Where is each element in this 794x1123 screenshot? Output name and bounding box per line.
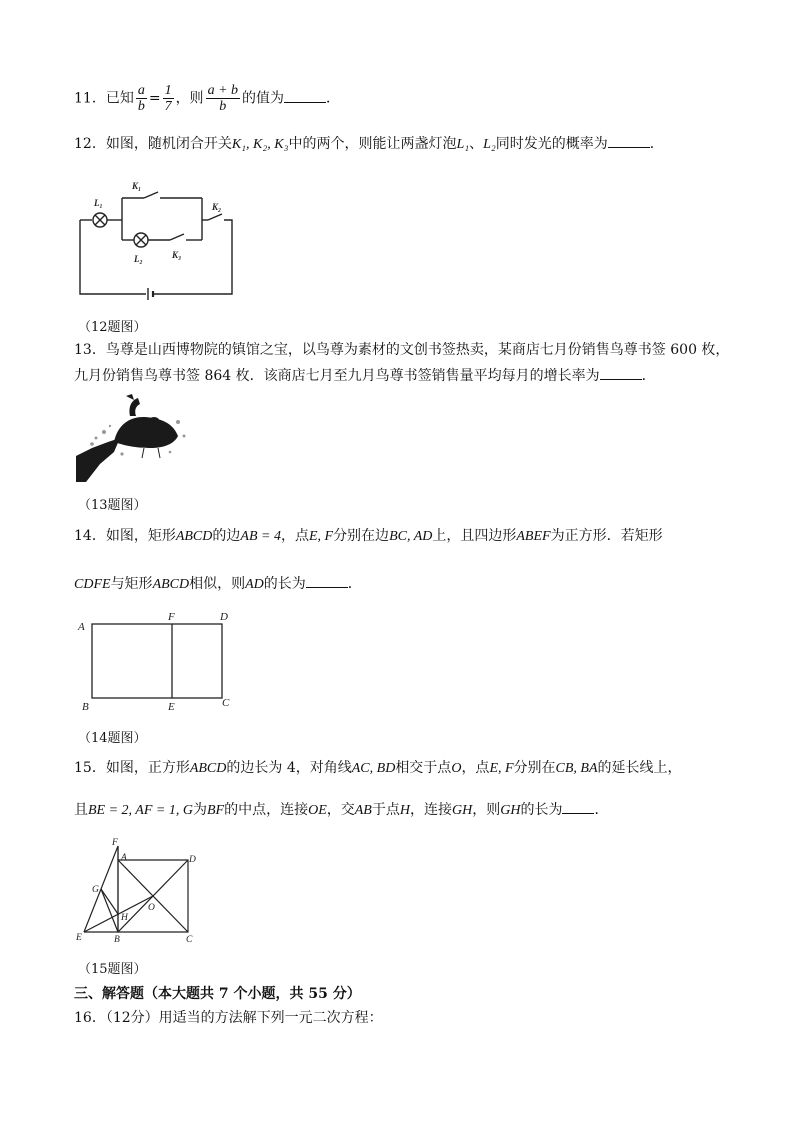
q15-text: 为 xyxy=(192,802,207,818)
frac-numerator: 1 xyxy=(164,83,172,98)
answer-blank[interactable] xyxy=(608,133,650,148)
q15-math: BE = 2, AF = 1, G xyxy=(88,803,193,818)
q15-math: CB, BA xyxy=(555,761,598,776)
q14-math: AD xyxy=(245,577,264,592)
q13-end: ． xyxy=(641,368,656,384)
label-h: H xyxy=(121,913,128,923)
q15-text: 分别在 xyxy=(513,760,556,776)
label-k1: K₁ xyxy=(132,181,142,191)
frac-denominator: b xyxy=(137,99,145,114)
q12-sep: 、 xyxy=(469,136,484,152)
answer-blank[interactable] xyxy=(306,573,348,588)
q14-text: 分别在边 xyxy=(333,528,390,544)
caption-15: （15题图） xyxy=(78,962,147,977)
q15-math: ABCD xyxy=(189,761,227,776)
q15-text: 的中点，连接 xyxy=(224,802,309,818)
q15-text: 的延长线上， xyxy=(597,760,682,776)
label-d: D xyxy=(220,611,228,623)
label-k2: K₂ xyxy=(212,202,222,212)
q15-math: BF xyxy=(206,803,225,818)
q14-math: ABCD xyxy=(175,529,213,544)
q14-text: 的边 xyxy=(212,528,241,544)
rectangle-abcd xyxy=(92,624,222,698)
q15-math: GH xyxy=(500,803,521,818)
q15-math: OE xyxy=(308,803,327,818)
answer-blank[interactable] xyxy=(600,365,642,380)
fraction-a-over-b xyxy=(136,83,147,114)
question-13-line2 xyxy=(74,365,656,386)
label-b: B xyxy=(114,935,120,945)
question-14-line2 xyxy=(74,573,362,595)
q14-math: BC, AD xyxy=(389,529,433,544)
q11-end: ． xyxy=(326,90,341,107)
label-f: F xyxy=(168,611,175,623)
q15-text: 于点 xyxy=(371,802,400,818)
q12-text: 中的两个，则能让两盏灯泡 xyxy=(288,136,457,152)
section-3-heading: 三、解答题（本大题共 7 个小题，共 55 分） xyxy=(74,986,361,1002)
label-c: C xyxy=(186,935,193,945)
switch-k1 xyxy=(144,192,158,198)
question-16: 16．（12分）用适当的方法解下列一元二次方程： xyxy=(74,1010,383,1026)
q14-text: 与矩形 xyxy=(110,576,153,592)
q15-end: ． xyxy=(594,802,609,818)
label-e: E xyxy=(168,701,175,713)
q15-text: ，点 xyxy=(461,760,490,776)
q12-l1: L₁ xyxy=(456,137,470,152)
q15-text: 的边长为 4，对角线 xyxy=(226,760,352,776)
label-l1: L₁ xyxy=(94,198,103,208)
q14-math: E, F xyxy=(308,529,334,544)
question-12 xyxy=(74,133,664,155)
q15-math: O xyxy=(451,761,462,776)
q15-math: H xyxy=(399,803,410,818)
q14-text: 为正方形．若矩形 xyxy=(550,528,663,544)
caption-13: （13题图） xyxy=(78,498,147,513)
q15-text: ，则 xyxy=(472,802,501,818)
q11-prefix: 11．已知 xyxy=(74,90,134,107)
question-15-line2 xyxy=(74,799,608,821)
q12-end: ． xyxy=(649,136,664,152)
q14-text: 上，且四边形 xyxy=(432,528,517,544)
circuit-diagram xyxy=(72,170,242,302)
caption-12: （12题图） xyxy=(78,320,147,335)
q12-l2: L₂ xyxy=(483,137,496,152)
question-13-line1: 13．鸟尊是山西博物院的镇馆之宝，以鸟尊为素材的文创书签热卖，某商店七月份销售鸟尊书签 600 枚， xyxy=(74,342,730,358)
q11-mid-text: ，则 xyxy=(175,90,204,107)
q15-text: 且 xyxy=(74,802,88,818)
q15-math: AC, BD xyxy=(351,761,396,776)
switch-k3 xyxy=(170,234,184,240)
label-b: B xyxy=(82,701,89,713)
q14-text: ，点 xyxy=(280,528,309,544)
fraction-one-seventh xyxy=(163,83,174,114)
q14-text: 相似，则 xyxy=(189,576,246,592)
equals-sign: = xyxy=(148,90,161,107)
question-14-line1 xyxy=(74,526,663,547)
q14-math: CDFE xyxy=(74,577,111,592)
rectangle-diagram xyxy=(74,608,244,714)
frac-denominator: b xyxy=(219,99,227,114)
frac-numerator: a + b xyxy=(207,83,239,98)
label-f: F xyxy=(112,838,118,848)
q15-text: ，连接 xyxy=(409,802,452,818)
label-g: G xyxy=(92,885,99,895)
fraction-a-plus-b-over-b xyxy=(206,83,240,114)
label-c: C xyxy=(222,697,230,709)
q15-text: ，交 xyxy=(326,802,355,818)
q15-math: AB xyxy=(354,803,372,818)
question-15-line1 xyxy=(74,758,682,779)
q14-text: 14．如图，矩形 xyxy=(74,528,176,544)
q14-end: ． xyxy=(347,576,362,592)
q14-text: 的长为 xyxy=(263,576,306,592)
q11-tail-text: 的值为 xyxy=(242,90,285,107)
question-11 xyxy=(74,83,340,114)
q14-math: ABCD xyxy=(152,577,190,592)
q12-text: 同时发光的概率为 xyxy=(495,136,608,152)
label-o: O xyxy=(148,903,155,913)
q15-math: E, F xyxy=(489,761,514,776)
label-l2: L₂ xyxy=(134,254,143,264)
bird-vessel-image xyxy=(74,392,194,484)
q14-math: ABEF xyxy=(516,529,551,544)
frac-numerator: a xyxy=(137,83,145,98)
answer-blank[interactable] xyxy=(562,799,594,814)
label-d: D xyxy=(189,855,196,865)
frac-denominator: 7 xyxy=(164,99,172,114)
switch-k2 xyxy=(208,214,222,220)
caption-14: （14题图） xyxy=(78,731,147,746)
q14-math: AB = 4 xyxy=(240,529,281,544)
label-a: A xyxy=(78,621,85,633)
label-k3: K₃ xyxy=(172,250,182,260)
q15-math: GH xyxy=(451,803,473,818)
q12-text: 12．如图，随机闭合开关 xyxy=(74,136,232,152)
q15-text: 的长为 xyxy=(520,802,563,818)
q13-text: 九月份销售鸟尊书签 864 枚．该商店七月至九月鸟尊书签销售量平均每月的增长率为 xyxy=(74,368,600,384)
q12-keys: K₁, K₂, K₃ xyxy=(231,137,289,152)
q15-text: 15．如图，正方形 xyxy=(74,760,190,776)
q15-text: 相交于点 xyxy=(395,760,452,776)
square-diagram xyxy=(72,838,212,948)
label-a: A xyxy=(121,853,127,863)
label-e: E xyxy=(76,933,82,943)
answer-blank[interactable] xyxy=(284,88,326,103)
